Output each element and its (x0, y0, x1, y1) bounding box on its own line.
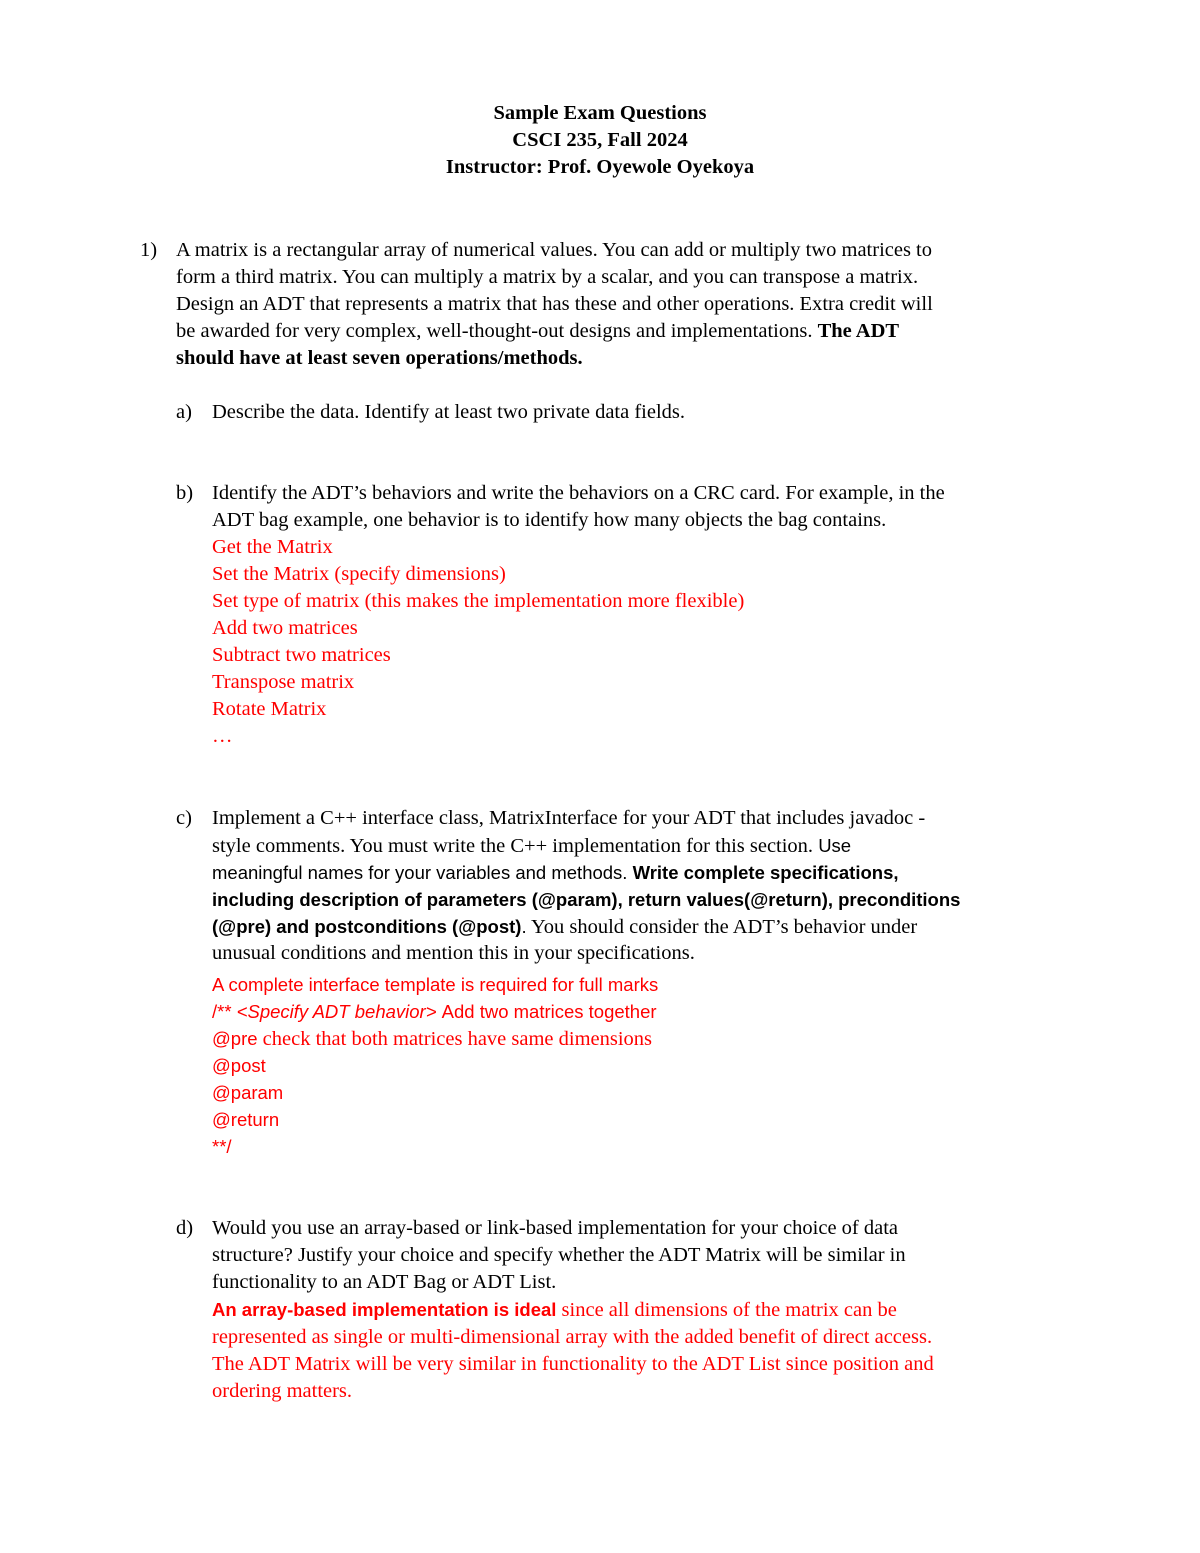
answer-comment-open (212, 998, 657, 1026)
question-text-line: form a third matrix. You can multiply a matrix by a scalar, and you can transpose a matrix. (176, 266, 919, 288)
question-emphasis: The ADT (817, 320, 900, 342)
part-d-text-line: functionality to an ADT Bag or ADT List. (212, 1271, 557, 1293)
part-c-text: style comments. You must write the C++ implementation for this section. (212, 835, 814, 857)
pre-tag: @pre (212, 1028, 258, 1049)
part-d-text-line: Would you use an array-based or link-based implementation for your choice of data (212, 1217, 899, 1239)
instructor-line: Instructor: Prof. Oyewole Oyekoya (445, 156, 755, 178)
part-d-answer-line: The ADT Matrix will be very similar in functionality to the ADT List since position and (212, 1353, 934, 1375)
part-c-period: . (521, 916, 527, 937)
part-c-text-sans: Use (818, 835, 852, 856)
answer-item: Set type of matrix (this makes the implementation more flexible) (212, 590, 745, 612)
question-text: be awarded for very complex, well-thought-out designs and implementations. (176, 320, 813, 342)
part-c-text-line (212, 859, 899, 887)
part-d-answer-line: represented as single or multi-dimensional array with the added benefit of direct access. (212, 1326, 933, 1348)
part-c-emphasis: Write complete specifications, (632, 862, 899, 883)
document-title: Sample Exam Questions (493, 102, 707, 124)
question-text-line: Design an ADT that represents a matrix that has these and other operations. Extra credit will (176, 293, 933, 315)
question-number: 1) (140, 239, 158, 261)
question-text-line: A matrix is a rectangular array of numerical values. You can add or multiply two matrices to (176, 239, 933, 261)
answer-param-tag: @param (212, 1082, 284, 1103)
part-d-answer-emphasis: An array-based implementation is ideal (212, 1299, 557, 1320)
part-c-emphasis: (@pre) and postconditions (@post) (212, 916, 522, 937)
part-d-answer-text: since all dimensions of the matrix can be (561, 1299, 897, 1321)
part-d-text-line: structure? Justify your choice and specify whether the ADT Matrix will be similar in (212, 1244, 906, 1266)
part-c-text-sans: meaningful names for your variables and methods. (212, 862, 628, 883)
part-c-text: You should consider the ADT’s behavior under (530, 916, 918, 938)
question-emphasis-line (176, 345, 583, 372)
part-c-text-line: unusual conditions and mention this in your specifications. (212, 942, 695, 964)
answer-item: Set the Matrix (specify dimensions) (212, 563, 506, 585)
answer-return-tag: @return (212, 1109, 280, 1130)
part-d-answer-line: ordering matters. (212, 1380, 353, 1402)
pre-text: check that both matrices have same dimensions (262, 1028, 653, 1050)
question-text-line (176, 318, 899, 345)
course-line: CSCI 235, Fall 2024 (512, 129, 688, 151)
answer-item: Get the Matrix (212, 536, 333, 558)
answer-item: Subtract two matrices (212, 644, 391, 666)
part-a-text: Describe the data. Identify at least two private data fields. (212, 401, 686, 423)
part-a-label: a) (176, 401, 192, 423)
part-d-label: d) (176, 1217, 194, 1239)
comment-description: Add two matrices together (441, 1001, 657, 1022)
answer-ellipsis: … (212, 725, 233, 747)
part-b-text-line: ADT bag example, one behavior is to identify how many objects the bag contains. (212, 509, 887, 531)
part-d-answer-line (212, 1296, 897, 1324)
part-c-label: c) (176, 807, 192, 829)
answer-post-tag: @post (212, 1055, 266, 1076)
answer-pre-line (212, 1025, 652, 1053)
part-c-text-line: Implement a C++ interface class, MatrixInterface for your ADT that includes javadoc - (212, 807, 926, 829)
part-c-emphasis-line: including description of parameters (@param), return values(@return), preconditions (212, 889, 961, 910)
answer-comment-close: **/ (212, 1136, 232, 1157)
part-b-text-line: Identify the ADT’s behaviors and write the behaviors on a CRC card. For example, in the (212, 482, 945, 504)
part-c-text-line (212, 913, 917, 941)
part-c-text-line (212, 832, 851, 860)
part-b-label: b) (176, 482, 194, 504)
answer-item: Add two matrices (212, 617, 358, 639)
question-emphasis: should have at least seven operations/methods (176, 347, 578, 369)
comment-open-token: /** (212, 1001, 232, 1022)
question-emphasis-end: . (577, 347, 583, 369)
answer-item: Transpose matrix (212, 671, 355, 693)
answer-item: Rotate Matrix (212, 698, 327, 720)
answer-intro: A complete interface template is required for full marks (212, 974, 659, 995)
comment-placeholder: <Specify ADT behavior> (236, 1001, 437, 1022)
